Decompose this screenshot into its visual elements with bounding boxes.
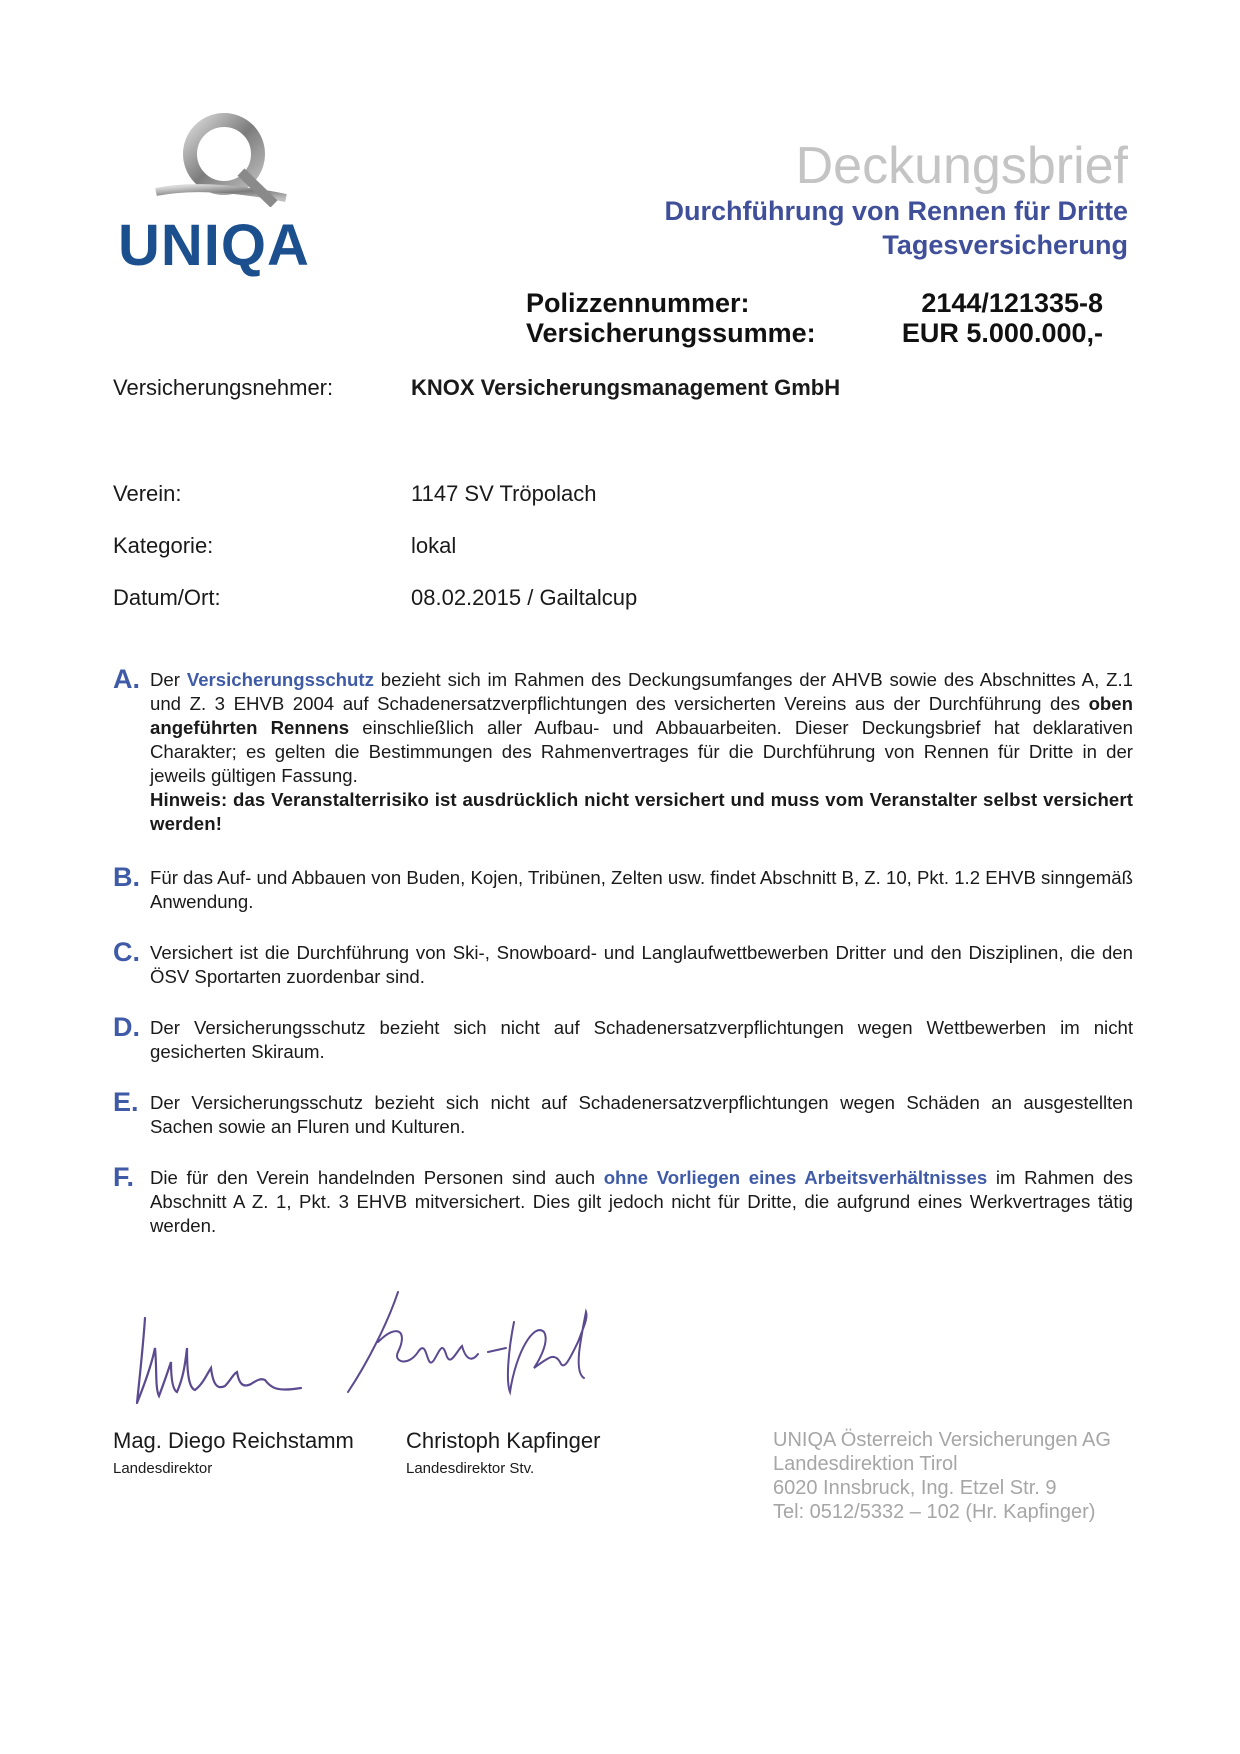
- section-f-letter: F.: [113, 1162, 135, 1192]
- signatory-1-name: Mag. Diego Reichstamm: [113, 1428, 354, 1453]
- section-e-body: Der Versicherungsschutz bezieht sich nicht auf Schadenersatzverpflichtungen wegen Schäden an ausgestellten Sachen sowie an Fluren und Kulturen.: [150, 1092, 1133, 1137]
- section-a-text-2: bezieht sich im Rahmen des Deckungsumfanges der AHVB sowie des Abschnittes A, Z.1 und Z. 3 EHVB 2004 auf Schadenersatzverpflichtungen des versicherten Vereins aus der Durchführung des: [150, 669, 1133, 714]
- section-a-bold: oben angeführten Rennens: [150, 693, 1133, 738]
- section-e: [113, 1087, 1133, 1139]
- section-b: [113, 862, 1133, 914]
- section-f-text-2: im Rahmen des Abschnitt A Z. 1, Pkt. 3 EHVB mitversichert. Dies gilt jedoch nicht für Dritte, die aufgrund eines Werkvertrages tätig werden.: [150, 1167, 1133, 1236]
- signature-reichstamm: [125, 1288, 305, 1418]
- section-b-letter: B.: [113, 862, 140, 892]
- section-a-body: [150, 668, 1133, 836]
- uniqa-logo: [118, 112, 328, 278]
- insured-sum-value: EUR 5.000.000,-: [901, 318, 1103, 348]
- document-title: Deckungsbrief: [795, 137, 1128, 195]
- uniqa-logo-mark-icon: [146, 112, 296, 207]
- document-subtitle-1: Durchführung von Rennen für Dritte: [664, 196, 1128, 226]
- category-value: lokal: [411, 533, 457, 558]
- category-label: Kategorie:: [113, 533, 214, 558]
- address-line-1: UNIQA Österreich Versicherungen AG: [773, 1429, 1111, 1451]
- policy-number-label: Polizzennummer:: [526, 288, 750, 318]
- section-f: [113, 1162, 1133, 1238]
- section-f-body: [150, 1166, 1133, 1238]
- section-a-note: Hinweis: das Veranstalterrisiko ist ausdrücklich nicht versichert und muss vom Veranstalter selbst versichert werden!: [150, 789, 1133, 834]
- club-value: 1147 SV Tröpolach: [411, 481, 597, 506]
- policyholder-label: Versicherungsnehmer:: [113, 375, 334, 400]
- uniqa-wordmark: UNIQA: [118, 213, 310, 278]
- section-a-letter: A.: [113, 664, 140, 694]
- signatory-2-name: Christoph Kapfinger: [406, 1428, 601, 1453]
- section-c-letter: C.: [113, 937, 140, 967]
- insured-sum-label: Versicherungssumme:: [526, 318, 816, 348]
- section-a: [113, 664, 1133, 836]
- section-d-letter: D.: [113, 1012, 140, 1042]
- section-c: [113, 937, 1133, 989]
- company-address: [773, 1428, 1111, 1524]
- section-a-highlight: Versicherungsschutz: [186, 669, 374, 690]
- club-label: Verein:: [113, 481, 182, 506]
- section-c-body: Versichert ist die Durchführung von Ski-, Snowboard- und Langlaufwettbewerben Dritter und den Disziplinen, die den ÖSV Sportarten zuordenbar sind.: [150, 942, 1133, 987]
- address-line-2: Landesdirektion Tirol: [773, 1453, 958, 1475]
- section-b-body: Für das Auf- und Abbauen von Buden, Kojen, Tribünen, Zelten usw. findet Abschnitt B, Z. 10, Pkt. 1.2 EHVB sinngemäß Anwendung.: [150, 867, 1133, 912]
- section-d-body: Der Versicherungsschutz bezieht sich nicht auf Schadenersatzverpflichtungen wegen Wettbewerben im nicht gesicherten Skiraum.: [150, 1017, 1133, 1062]
- address-line-3: 6020 Innsbruck, Ing. Etzel Str. 9: [773, 1477, 1057, 1499]
- policyholder-value: KNOX Versicherungsmanagement GmbH: [411, 375, 841, 400]
- address-line-4: Tel: 0512/5332 – 102 (Hr. Kapfinger): [773, 1501, 1096, 1523]
- section-f-highlight: ohne Vorliegen eines Arbeitsverhältnisses: [603, 1167, 988, 1188]
- section-e-letter: E.: [113, 1087, 139, 1117]
- signatory-2-role: Landesdirektor Stv.: [406, 1460, 535, 1477]
- section-d: [113, 1012, 1133, 1064]
- date-place-value: 08.02.2015 / Gailtalcup: [411, 585, 638, 610]
- section-a-text-3: einschließlich aller Aufbau- und Abbauarbeiten. Dieser Deckungsbrief hat deklarativen Charakter; es gelten die Bestimmungen des Rahmenvertrages für die Durchführung von Rennen für Dritte in der jeweils gültigen Fassung.: [150, 717, 1133, 786]
- section-f-text-1: Die für den Verein handelnden Personen sind auch: [150, 1167, 604, 1188]
- date-place-label: Datum/Ort:: [113, 585, 221, 610]
- signatory-1-role: Landesdirektor: [113, 1460, 213, 1477]
- policy-number-value: 2144/121335-8: [921, 288, 1103, 318]
- document-subtitle-2: Tagesversicherung: [882, 230, 1128, 260]
- section-a-text-1: Der: [150, 669, 187, 690]
- signature-kapfinger: [338, 1282, 608, 1412]
